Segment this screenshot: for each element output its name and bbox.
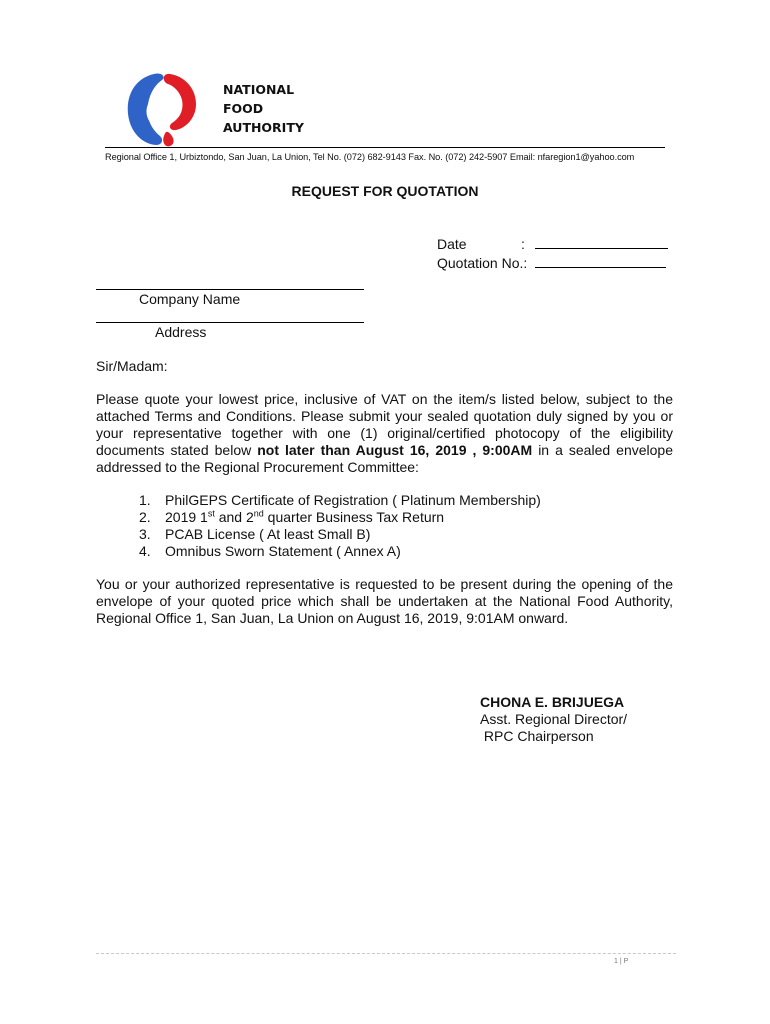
list-item-text: PhilGEPS Certificate of Registration ( Platinum Membership) <box>165 492 541 508</box>
list-item-text: PCAB License ( At least Small B) <box>165 526 371 542</box>
agency-line-1: NATIONAL <box>223 82 295 97</box>
agency-line-2: FOOD <box>223 101 264 116</box>
footer-divider <box>96 953 676 954</box>
agency-name <box>223 80 304 137</box>
submission-deadline: not later than August 16, 2019 , 9:00AM <box>257 442 533 458</box>
list-item-number: 1. <box>139 492 151 508</box>
list-item-number: 4. <box>139 543 151 559</box>
intro-line-4-post: in a sealed envelope <box>532 442 673 458</box>
list-item-text: Omnibus Sworn Statement ( Annex A) <box>165 543 401 559</box>
intro-line-1: Please quote your lowest price, inclusive of VAT on the item/s listed below, subject to the <box>96 391 673 407</box>
list-item-number: 3. <box>139 526 151 542</box>
list-item-text <box>165 509 444 525</box>
intro-line-4 <box>96 442 673 459</box>
company-name-label: Company Name <box>139 291 241 307</box>
closing-line-3: Regional Office 1, San Juan, La Union on August 16, 2019, 9:01AM onward. <box>96 610 569 626</box>
signatory-block <box>480 694 627 745</box>
date-colon: : <box>521 236 525 252</box>
date-row <box>437 236 677 254</box>
list-item <box>139 543 541 560</box>
list-item-number: 2. <box>139 509 151 525</box>
page-number: 1 | P <box>614 958 629 965</box>
salutation: Sir/Madam: <box>96 358 168 374</box>
agency-line-3: AUTHORITY <box>223 120 304 135</box>
ordinal-suffix: st <box>207 508 215 519</box>
intro-line-5: addressed to the Regional Procurement Committee: <box>96 459 419 475</box>
company-name-line[interactable] <box>96 289 364 290</box>
document-title: REQUEST FOR QUOTATION <box>291 183 479 199</box>
closing-line-1: You or your authorized representative is requested to be present during the opening of the <box>96 576 673 592</box>
closing-line-2: envelope of your quoted price which shall be undertaken at the National Food Authority, <box>96 593 673 609</box>
intro-line-3: your representative together with one (1) original/certified photocopy of the eligibility <box>96 425 673 441</box>
ordinal-suffix: nd <box>253 508 264 519</box>
signatory-position-1: Asst. Regional Director/ <box>480 711 628 727</box>
office-contact-line: Regional Office 1, Urbiztondo, San Juan, La Union, Tel No. (072) 682-9143 Fax. No. (072) 242-5907 Email: nfaregion1@yahoo.com <box>105 152 635 162</box>
quotation-no-field-line[interactable] <box>535 255 666 268</box>
list-item <box>139 526 541 543</box>
list-item-text-a: 2019 1 <box>165 509 208 525</box>
address-label: Address <box>155 324 207 340</box>
intro-line-4-pre: documents stated below <box>96 442 258 458</box>
date-field-line[interactable] <box>535 236 668 249</box>
intro-line-2: attached Terms and Conditions. Please submit your sealed quotation duly signed by you or <box>96 408 673 424</box>
logo-red-lower <box>163 132 173 147</box>
list-item <box>139 492 541 509</box>
list-item-text-b: and 2 <box>214 509 254 525</box>
list-item-text-c: quarter Business Tax Return <box>263 509 445 525</box>
nfa-logo <box>124 70 200 148</box>
closing-paragraph <box>96 576 673 627</box>
nfa-logo-mark <box>124 70 200 148</box>
signatory-position-2: RPC Chairperson <box>480 728 594 744</box>
list-item <box>139 509 541 526</box>
date-label: Date <box>437 236 467 252</box>
logo-red-drop <box>170 94 182 112</box>
signatory-name: CHONA E. BRIJUEGA <box>480 694 625 710</box>
address-line[interactable] <box>96 322 364 323</box>
letterhead-divider <box>105 147 665 148</box>
intro-paragraph <box>96 391 673 476</box>
quotation-no-label: Quotation No.: <box>437 255 528 271</box>
quotation-no-row <box>437 255 677 273</box>
requirements-list <box>139 492 541 560</box>
logo-blue-shape <box>128 74 164 145</box>
